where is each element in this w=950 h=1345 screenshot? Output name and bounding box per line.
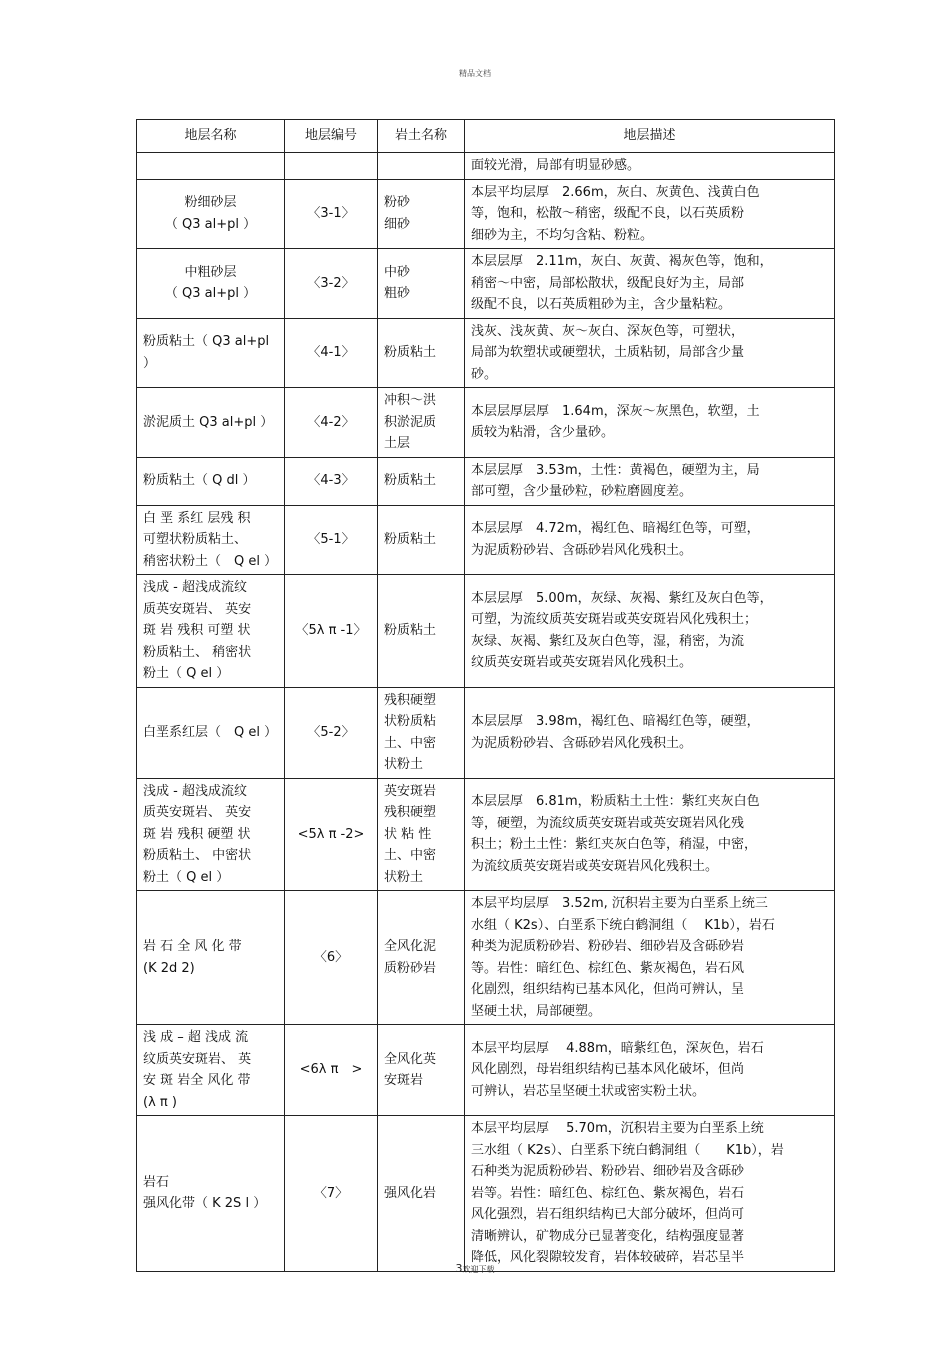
description-cell — [465, 457, 835, 505]
rock-name-cell — [378, 249, 465, 319]
stratum-code-cell — [285, 891, 378, 1025]
rock-name-line: 粉质粘土 — [384, 623, 437, 638]
stratum-code: 〈4-1〉 — [307, 345, 355, 360]
description-line: 积土；粉土土性：紫红夹灰白色等，稍湿，中密， — [471, 837, 758, 853]
stratum-name-line: (K 2d 2) — [143, 960, 195, 976]
stratum-name-line: (λ π ) — [143, 1094, 177, 1110]
description-line: 本层平均层厚 2.66m，灰白、灰黄色、浅黄白色 — [471, 184, 760, 200]
rock-name-line: 冲积～洪 — [384, 393, 437, 408]
description-line: 本层层厚 2.11m，灰白、灰黄、褐灰色等，饱和， — [471, 254, 773, 269]
stratum-name-line: （ Q3 al+pl ） — [164, 216, 257, 232]
table-row — [137, 153, 835, 180]
description-line: 种类为泥质粉砂岩、粉砂岩、细砂岩及含砾砂岩 — [471, 939, 745, 954]
description-line: 等，饱和，松散～稍密，级配不良，以石英质粉 — [471, 206, 745, 221]
table-row — [137, 457, 835, 505]
description-line: 灰绿、灰褐、紫红及灰白色等，湿，稍密，为流 — [471, 633, 745, 649]
rock-name-cell — [378, 1025, 465, 1116]
stratum-name-line: 强风化带（ K 2S l ） — [143, 1196, 267, 1212]
stratum-name-line: 粉土（ Q el ） — [143, 666, 230, 681]
stratum-name-line: 浅 成 – 超 浅成 流 — [143, 1030, 249, 1045]
stratum-code-cell — [285, 575, 378, 688]
table-row — [137, 388, 835, 458]
description-line: 岩等。岩性：暗红色、棕红色、紫灰褐色，岩石 — [471, 1185, 745, 1201]
stratum-name-line: 岩 石 全 风 化 带 — [143, 939, 242, 954]
stratum-name-cell — [137, 575, 285, 688]
description-line: 本层层厚 4.72m，褐红色、暗褐红色等，可塑， — [471, 521, 760, 537]
stratum-name-line: 白垩系红层（ Q el ） — [143, 724, 278, 740]
stratum-name-line: 粉质粘土（ Q3 al+pl ） — [143, 334, 270, 371]
description-line: 本层层厚 5.00m，灰绿、灰褐、紫红及灰白色等， — [471, 590, 773, 606]
rock-name-cell — [378, 778, 465, 891]
description-cell — [465, 249, 835, 319]
stratum-code: 〈3-1〉 — [307, 206, 355, 221]
header-stratum-name: 地层名称 — [137, 120, 285, 153]
description-cell — [465, 1025, 835, 1116]
rock-name-line: 质粉砂岩 — [384, 960, 437, 976]
stratum-name-cell — [137, 1116, 285, 1272]
page-footer — [0, 1262, 950, 1275]
stratum-name-line: 浅成 - 超浅成流纹 — [143, 580, 247, 595]
description-line: 部可塑，含少量砂粒，砂粒磨圆度差。 — [471, 484, 693, 499]
stratum-code-cell — [285, 1025, 378, 1116]
rock-name-line: 英安斑岩 — [384, 783, 437, 799]
rock-name-cell — [378, 179, 465, 249]
description-line: 化剧烈，组织结构已基本风化，但尚可辨认，呈 — [471, 982, 745, 997]
rock-name-line: 状粉土 — [384, 869, 424, 885]
rock-name-cell — [378, 318, 465, 388]
rock-name-cell — [378, 505, 465, 575]
stratum-name-line: （ Q3 al+pl ） — [164, 286, 257, 302]
description-line: 本层平均层厚 4.88m，暗紫红色，深灰色，岩石 — [471, 1040, 764, 1056]
stratum-name-line: 粉质粘土、 中密状 — [143, 848, 252, 863]
stratum-code-cell — [285, 388, 378, 458]
stratum-name-line: 浅成 - 超浅成流纹 — [143, 783, 247, 799]
description-line: 面较光滑，局部有明显砂感。 — [471, 158, 641, 173]
stratum-name-line: 淤泥质土 Q3 al+pl ） — [143, 414, 274, 430]
description-line: 可辨认，岩芯呈坚硬土状或密实粉土状。 — [471, 1083, 706, 1099]
stratum-code: 〈3-2〉 — [307, 275, 355, 291]
description-cell — [462, 1116, 835, 1274]
stratum-name-line: 稍密状粉土（ Q el ） — [143, 553, 278, 569]
description-line: 稍密～中密，局部松散状，级配良好为主，局部 — [471, 275, 745, 291]
description-line: 砂。 — [471, 366, 498, 382]
stratum-code-cell — [285, 179, 378, 249]
stratum-code: 〈4-2〉 — [307, 414, 355, 430]
description-cell — [465, 687, 835, 778]
description-line: 为泥质粉砂岩、含砾砂岩风化残积土。 — [471, 735, 693, 751]
stratum-name-line: 纹质英安斑岩、 英 — [143, 1051, 252, 1067]
description-line: 本层层厚层厚 1.64m，深灰～灰黑色，软塑，土 — [471, 403, 760, 419]
table-row — [137, 249, 835, 319]
description-line: 清晰辨认，矿物成分已显著变化，结构强度显著 — [471, 1228, 745, 1244]
stratum-name-line: 粉细砂层 — [184, 195, 237, 211]
stratum-name-line: 质英安斑岩、 英安 — [143, 805, 252, 820]
stratum-code-cell — [285, 249, 378, 319]
table-row — [137, 179, 835, 249]
rock-name-line: 粗砂 — [384, 286, 411, 302]
stratum-name-cell — [137, 457, 285, 505]
stratum-code-cell — [285, 1116, 378, 1272]
table-header-row — [137, 120, 835, 153]
description-line: 风化强烈，岩石组织结构已大部分破坏，但尚可 — [471, 1207, 745, 1222]
description-line: 本层平均层厚 3.52m, 沉积岩主要为白垩系上统三 — [471, 896, 768, 911]
rock-name-line: 粉质粘土 — [384, 532, 437, 547]
description-line: 等。岩性：暗红色、棕红色、紫灰褐色，岩石风 — [471, 960, 745, 976]
description-line: 降低，风化裂隙较发育，岩体较破碎，岩芯呈半 — [471, 1250, 745, 1265]
rock-name-cell — [378, 153, 465, 180]
description-cell — [465, 505, 835, 575]
description-line: 本层层厚 3.53m，土性：黄褐色，硬塑为主，局 — [471, 462, 760, 478]
rock-name-line: 状 粘 性 — [384, 826, 432, 842]
stratum-code: 〈4-3〉 — [307, 473, 355, 489]
table-row — [137, 505, 835, 575]
table-row — [137, 575, 835, 688]
stratum-code: 〈6〉 — [313, 949, 349, 965]
stratum-name-cell — [137, 687, 285, 778]
rock-name-line: 土、中密 — [384, 848, 437, 863]
rock-name-line: 土、中密 — [384, 735, 437, 751]
stratum-name-line: 岩石 — [143, 1174, 170, 1190]
stratum-name-cell — [137, 318, 285, 388]
header-watermark: 精品文档 — [459, 69, 491, 78]
description-line: 浅灰、浅灰黄、灰～灰白、深灰色等，可塑状， — [471, 323, 745, 339]
footer-note: 欢迎下载 — [462, 1265, 495, 1274]
stratum-name-cell — [137, 505, 285, 575]
description-line: 本层层厚 3.98m，褐红色、暗褐红色等，硬塑， — [471, 714, 760, 729]
description-cell — [465, 778, 835, 891]
stratum-code: 〈5λ π -1〉 — [295, 623, 367, 638]
rock-name-line: 强风化岩 — [384, 1185, 437, 1201]
header-stratum-code: 地层编号 — [285, 120, 378, 153]
rock-name-line: 细砂 — [384, 216, 411, 232]
stratum-code-cell — [285, 687, 378, 778]
description-line: 质较为粘滑，含少量砂。 — [471, 425, 615, 441]
header-stratum-description: 地层描述 — [465, 120, 835, 153]
rock-name-line: 粉质粘土 — [384, 345, 437, 360]
stratum-code: <6λ π > — [299, 1062, 363, 1078]
rock-name-line: 状粉土 — [384, 757, 424, 772]
description-line: 等，硬塑，为流纹质英安斑岩或英安斑岩风化残 — [471, 815, 745, 831]
stratum-code-cell — [285, 153, 378, 180]
table-row — [137, 778, 835, 891]
description-line: 风化剧烈，母岩组织结构已基本风化破坏，但尚 — [471, 1062, 745, 1078]
stratum-name-cell — [137, 249, 285, 319]
stratum-name-line: 斑 岩 残积 可塑 状 — [143, 623, 251, 638]
rock-name-line: 全风化英 — [384, 1051, 437, 1067]
stratum-code: 〈5-2〉 — [307, 724, 355, 740]
rock-name-line: 残积硬塑 — [384, 805, 437, 820]
stratum-name-cell — [137, 388, 285, 458]
description-cell — [465, 179, 835, 249]
rock-name-line: 全风化泥 — [384, 939, 437, 954]
rock-name-line: 安斑岩 — [384, 1073, 424, 1088]
stratum-code-cell — [285, 505, 378, 575]
description-cell — [465, 318, 835, 388]
header-rock-name: 岩土名称 — [378, 120, 465, 153]
rock-name-line: 积淤泥质 — [384, 414, 437, 430]
description-line: 石种类为泥质粉砂岩、粉砂岩、细砂岩及含砾砂 — [471, 1164, 745, 1179]
stratum-name-line: 安 斑 岩全 风化 带 — [143, 1073, 251, 1088]
stratum-name-cell — [137, 1025, 285, 1116]
stratum-name-cell — [137, 891, 285, 1025]
description-line: 为泥质粉砂岩、含砾砂岩风化残积土。 — [471, 542, 693, 558]
rock-name-cell — [378, 891, 465, 1025]
table-row — [137, 1116, 835, 1272]
description-line: 纹质英安斑岩或英安斑岩风化残积土。 — [471, 655, 693, 671]
stratum-name-line: 白 垩 系红 层残 积 — [143, 510, 251, 526]
description-line: 级配不良，以石英质粗砂为主，含少量粘粒。 — [471, 297, 732, 312]
rock-name-cell — [378, 1116, 465, 1272]
table-row — [137, 891, 835, 1025]
stratum-code-cell — [285, 457, 378, 505]
stratum-name-cell — [137, 179, 285, 249]
stratum-name-line: 粉质粘土、 稍密状 — [143, 644, 252, 660]
stratum-name-line: 粉质粘土（ Q dl ） — [143, 473, 256, 489]
description-cell — [465, 388, 835, 458]
rock-name-cell — [378, 388, 465, 458]
stratum-name-cell — [137, 153, 285, 180]
description-line: 坚硬土状，局部硬塑。 — [471, 1003, 602, 1019]
description-line: 为流纹质英安斑岩或英安斑岩风化残积土。 — [471, 858, 719, 874]
description-line: 三水组（ K2s）、白垩系下统白鹤洞组（ K1b），岩 — [471, 1142, 784, 1158]
page-number: 3 — [455, 1262, 463, 1275]
description-cell — [465, 891, 835, 1025]
stratum-code: 〈7〉 — [313, 1185, 349, 1201]
stratum-name-line: 斑 岩 残积 硬塑 状 — [143, 826, 251, 842]
rock-name-line: 粉砂 — [384, 195, 411, 211]
rock-name-line: 粉质粘土 — [384, 473, 437, 489]
stratum-name-line: 质英安斑岩、 英安 — [143, 601, 252, 617]
description-line: 可塑，为流纹质英安斑岩或英安斑岩风化残积土； — [471, 612, 758, 628]
description-line: 本层层厚 6.81m，粉质粘土土性：紫红夹灰白色 — [471, 794, 760, 810]
description-line: 本层平均层厚 5.70m，沉积岩主要为白垩系上统 — [471, 1121, 764, 1136]
stratum-name-line: 可塑状粉质粘土、 — [143, 532, 248, 547]
strata-table — [136, 119, 835, 1272]
stratum-code: <5λ π -2> — [297, 826, 365, 842]
description-line: 局部为软塑状或硬塑状，土质粘韧，局部含少量 — [471, 345, 745, 360]
stratum-code-cell — [285, 318, 378, 388]
rock-name-cell — [378, 457, 465, 505]
rock-name-cell — [378, 687, 465, 778]
stratum-name-line: 中粗砂层 — [184, 264, 237, 280]
description-cell — [465, 575, 835, 688]
description-cell — [465, 153, 835, 180]
description-line: 水组（ K2s）、白垩系下统白鹤洞组（ K1b），岩石 — [471, 917, 775, 933]
stratum-name-line: 粉土（ Q el ） — [143, 869, 230, 885]
stratum-code: 〈5-1〉 — [307, 532, 355, 547]
rock-name-line: 土层 — [384, 436, 411, 451]
description-line: 细砂为主，不均匀含粘、粉粒。 — [471, 227, 654, 243]
rock-name-line: 残积硬塑 — [384, 692, 437, 708]
stratum-code-cell — [285, 778, 378, 891]
rock-name-line: 中砂 — [384, 264, 411, 280]
table-row — [137, 1025, 835, 1116]
stratum-name-cell — [137, 778, 285, 891]
table-row — [137, 687, 835, 778]
rock-name-cell — [378, 575, 465, 688]
table-row — [137, 318, 835, 388]
rock-name-line: 状粉质粘 — [384, 714, 437, 729]
